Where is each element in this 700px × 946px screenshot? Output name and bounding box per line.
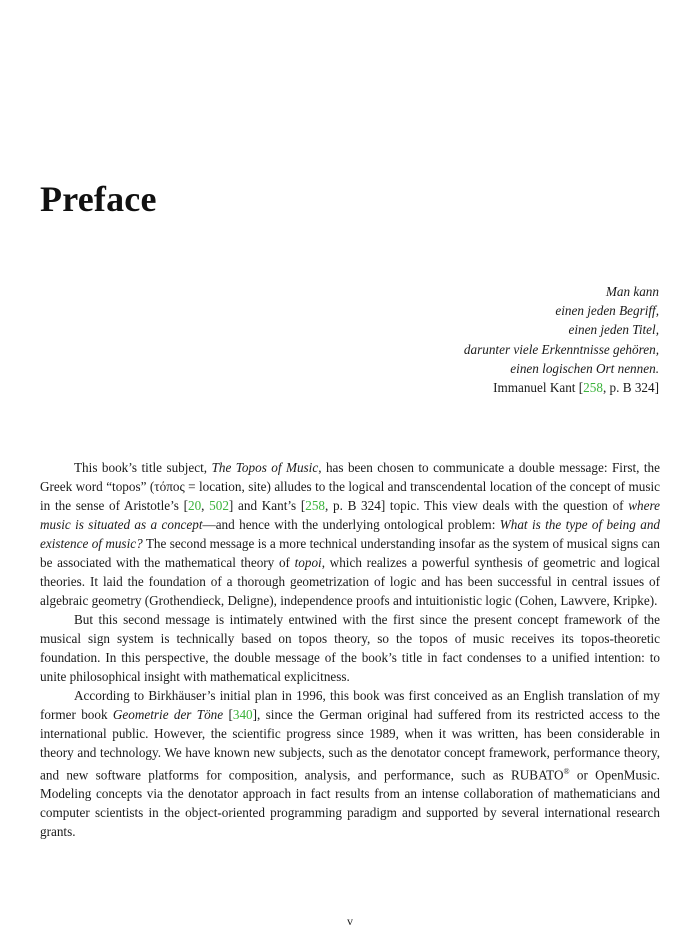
epigraph-line: Man kann bbox=[605, 284, 659, 299]
paragraph-3 bbox=[40, 686, 660, 841]
epigraph bbox=[299, 282, 659, 397]
preface-body bbox=[40, 458, 660, 841]
text-run: , bbox=[201, 498, 210, 513]
page-number: v bbox=[347, 914, 353, 928]
emphasis: where music is situated as a concept bbox=[40, 498, 660, 532]
text-run: , has been chosen to communicate a double message: First, the Greek word “topos” (τόπος = location, site) alludes to the logical and transcendental location of the concept of music in the sense of Aristotle’s [ bbox=[40, 460, 660, 513]
text-run: —and hence with the underlying ontological problem: bbox=[202, 517, 500, 532]
paragraph-1 bbox=[40, 458, 660, 610]
emphasis: Geometrie der Töne bbox=[112, 707, 224, 722]
citation-link[interactable]: 340 bbox=[232, 707, 253, 722]
citation-link[interactable]: 258 bbox=[305, 498, 326, 513]
text-run: The second message is a more technical understanding insofar as the system of musical signs can be associated with the mathematical theory of bbox=[40, 536, 660, 570]
text-run: ], since the German original had suffered from its restricted access to the international public. However, the scientific progress since 1989, when it was written, has been considerable in theory and technology. We have known new subjects, such as the denotator concept framework, performance theory, and new software platforms for composition, analysis, and performance, such as RUBATO bbox=[40, 707, 660, 783]
attribution-text: , p. B 324] bbox=[602, 380, 659, 396]
text-run: [ bbox=[223, 707, 233, 722]
citation-link[interactable]: 20 bbox=[187, 498, 202, 513]
epigraph-line: einen jeden Titel, bbox=[568, 322, 659, 338]
epigraph-line: einen logischen Ort nennen. bbox=[510, 360, 659, 376]
chapter-title: Preface bbox=[40, 179, 157, 219]
emphasis: The Topos of Music bbox=[211, 460, 319, 475]
text-run: This book’s title subject, bbox=[74, 460, 212, 475]
citation-link[interactable]: 502 bbox=[209, 498, 229, 513]
text-run: or OpenMusic. Modeling concepts via the denotator approach in fact results from an intense collaboration of mathematicians and computer scientists in the object-oriented programming paradigm and supported by several international research grants. bbox=[40, 767, 660, 840]
epigraph-line: einen jeden Begriff, bbox=[555, 303, 659, 319]
paragraph-2: But this second message is intimately entwined with the first since the present concept framework of the musical sign system is technically based on topos theory, so the topos of music receives its topos-theoretic foundation. In this perspective, the double message of the book’s title in fact condenses to a unified intention: to unite philosophical insight with mathematical explicitness. bbox=[40, 612, 660, 684]
text-run: According to Birkhäuser’s initial plan in 1996, this book was first conceived as an English translation of my former book bbox=[40, 688, 660, 722]
attribution-text: Immanuel Kant [ bbox=[493, 380, 584, 396]
emphasis: topoi bbox=[294, 555, 322, 570]
epigraph-line: darunter viele Erkenntnisse gehören, bbox=[463, 341, 659, 357]
text-run: , which realizes a powerful synthesis of geometric and logical theories. It laid the foundation of a thorough geometrization of logic and has been successful in central issues of algebraic geometry (Grothendieck, Deligne), independence proofs and intuitionistic logic (Cohen, Lawvere, Kripke). bbox=[40, 555, 660, 608]
emphasis: What is the type of being and existence of music? bbox=[40, 517, 661, 551]
epigraph-attribution bbox=[299, 378, 659, 397]
text-run: , p. B 324] topic. This view deals with the question of bbox=[325, 498, 629, 513]
text-run: ] and Kant’s [ bbox=[228, 498, 306, 513]
citation-link[interactable]: 258 bbox=[583, 380, 603, 396]
registered-mark: ® bbox=[563, 767, 570, 776]
